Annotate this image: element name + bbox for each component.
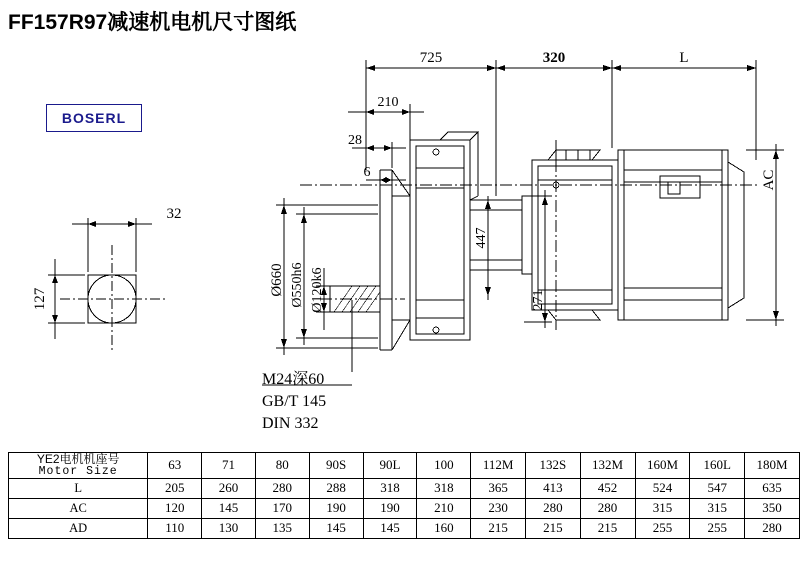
col-header: 90S (309, 453, 363, 479)
table-cell: 280 (526, 498, 581, 518)
table-cell: 255 (635, 518, 690, 538)
table-cell: 280 (255, 478, 309, 498)
table-row (9, 518, 800, 538)
table-cell: 452 (580, 478, 635, 498)
dim-660: Ø660 (269, 263, 285, 297)
table-cell: 260 (202, 478, 256, 498)
col-header: 71 (202, 453, 256, 479)
dim-120: Ø120k6 (310, 267, 325, 313)
dim-AC: AC (761, 169, 777, 191)
table-cell: 145 (202, 498, 256, 518)
table-cell: 120 (148, 498, 202, 518)
table-cell: 318 (363, 478, 417, 498)
table-cell: 350 (745, 498, 800, 518)
dim-32: 32 (166, 206, 182, 222)
table-cell: 190 (309, 498, 363, 518)
col-header: 160L (690, 453, 745, 479)
table-cell: 145 (363, 518, 417, 538)
table-row-header (9, 453, 800, 479)
row-label: L (9, 478, 148, 498)
note-din332: DIN 332 (262, 415, 319, 432)
note-m24: M24深60 (262, 371, 325, 388)
dim-127: 127 (32, 287, 48, 311)
table-header-line1: YE2电机机座号 (36, 452, 120, 466)
col-header: 63 (148, 453, 202, 479)
col-header: 132S (526, 453, 581, 479)
col-header: 100 (417, 453, 471, 479)
table-row (9, 478, 800, 498)
table-cell: 288 (309, 478, 363, 498)
table-cell: 215 (580, 518, 635, 538)
dim-725: 725 (419, 50, 443, 66)
col-header: 160M (635, 453, 690, 479)
dim-271: 271 (531, 289, 546, 311)
table-cell: 315 (635, 498, 690, 518)
table-cell: 365 (471, 478, 526, 498)
table-cell: 315 (690, 498, 745, 518)
brand-logo-text: BOSERL (61, 110, 127, 126)
table-cell: 215 (471, 518, 526, 538)
table-cell: 110 (148, 518, 202, 538)
col-header: 132M (580, 453, 635, 479)
row-label: AC (9, 498, 148, 518)
note-gbt145: GB/T 145 (262, 393, 327, 410)
col-header: 112M (471, 453, 526, 479)
dim-320: 320 (542, 50, 566, 66)
dim-210: 210 (377, 95, 399, 110)
table-cell: 135 (255, 518, 309, 538)
table-cell: 130 (202, 518, 256, 538)
table-cell: 255 (690, 518, 745, 538)
table-cell: 280 (580, 498, 635, 518)
table-cell: 205 (148, 478, 202, 498)
table-cell: 160 (417, 518, 471, 538)
table-row (9, 498, 800, 518)
table-cell: 170 (255, 498, 309, 518)
page-title: FF157R97减速机电机尺寸图纸 (8, 11, 297, 34)
motor-size-table (8, 452, 800, 539)
dim-28: 28 (348, 133, 362, 148)
table-cell: 145 (309, 518, 363, 538)
table-cell: 215 (526, 518, 581, 538)
dim-L: L (679, 50, 689, 66)
table-cell: 524 (635, 478, 690, 498)
row-label: AD (9, 518, 148, 538)
table-header-line2: Motor Size (38, 464, 118, 478)
dim-447: 447 (474, 227, 489, 249)
table-header-cell (9, 453, 148, 479)
dim-550: Ø550h6 (290, 262, 305, 308)
dim-6: 6 (363, 165, 371, 180)
table-cell: 210 (417, 498, 471, 518)
table-cell: 413 (526, 478, 581, 498)
table-cell: 318 (417, 478, 471, 498)
col-header: 180M (745, 453, 800, 479)
table-cell: 547 (690, 478, 745, 498)
table-cell: 280 (745, 518, 800, 538)
table-cell: 635 (745, 478, 800, 498)
table-cell: 230 (471, 498, 526, 518)
col-header: 80 (255, 453, 309, 479)
table-cell: 190 (363, 498, 417, 518)
col-header: 90L (363, 453, 417, 479)
